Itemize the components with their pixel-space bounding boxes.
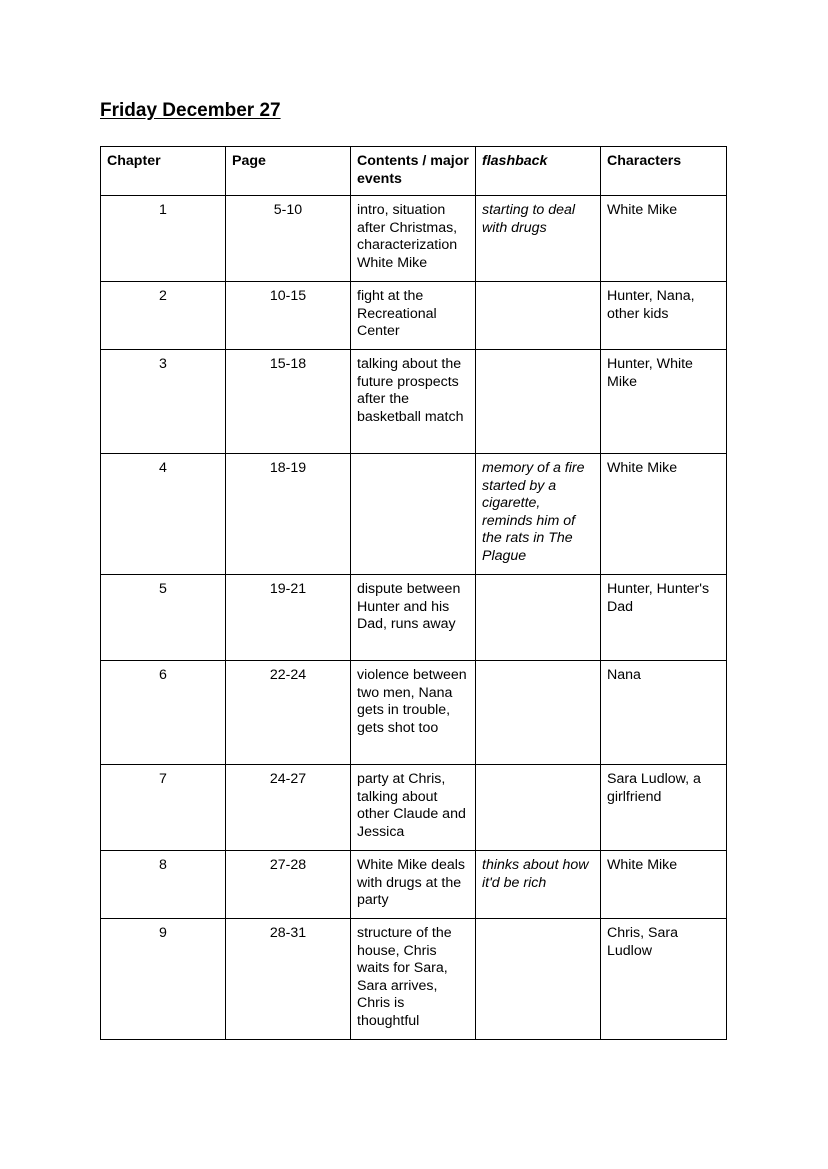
table-row [101, 350, 727, 454]
cell-flashback: starting to deal with drugs [476, 196, 601, 282]
cell-flashback [476, 350, 601, 454]
table-row [101, 575, 727, 661]
header-characters: Characters [601, 147, 727, 196]
header-row [101, 147, 727, 196]
table-row [101, 661, 727, 765]
cell-flashback [476, 282, 601, 350]
cell-chapter: 9 [101, 919, 226, 1040]
cell-page: 24-27 [226, 765, 351, 851]
table-row [101, 454, 727, 575]
cell-characters: Sara Ludlow, a girlfriend [601, 765, 727, 851]
cell-flashback [476, 765, 601, 851]
cell-characters: Nana [601, 661, 727, 765]
cell-chapter: 8 [101, 851, 226, 919]
cell-contents: White Mike deals with drugs at the party [351, 851, 476, 919]
cell-flashback: thinks about how it'd be rich [476, 851, 601, 919]
cell-flashback [476, 575, 601, 661]
table-row [101, 282, 727, 350]
cell-chapter: 7 [101, 765, 226, 851]
cell-contents: party at Chris, talking about other Claude and Jessica [351, 765, 476, 851]
cell-page: 28-31 [226, 919, 351, 1040]
cell-flashback [476, 919, 601, 1040]
cell-page: 19-21 [226, 575, 351, 661]
cell-contents: violence between two men, Nana gets in trouble, gets shot too [351, 661, 476, 765]
header-page: Page [226, 147, 351, 196]
chapter-table [100, 146, 727, 1040]
cell-characters: White Mike [601, 196, 727, 282]
header-contents: Contents / major events [351, 147, 476, 196]
cell-characters: Hunter, White Mike [601, 350, 727, 454]
page-title: Friday December 27 [100, 100, 281, 121]
cell-page: 5-10 [226, 196, 351, 282]
cell-characters: Chris, Sara Ludlow [601, 919, 727, 1040]
cell-chapter: 2 [101, 282, 226, 350]
cell-contents: intro, situation after Christmas, characterization White Mike [351, 196, 476, 282]
cell-chapter: 4 [101, 454, 226, 575]
cell-chapter: 3 [101, 350, 226, 454]
cell-contents [351, 454, 476, 575]
cell-characters: White Mike [601, 454, 727, 575]
table-row [101, 765, 727, 851]
cell-contents: talking about the future prospects after the basketball match [351, 350, 476, 454]
cell-flashback: memory of a fire started by a cigarette, reminds him of the rats in The Plague [476, 454, 601, 575]
table-row [101, 851, 727, 919]
cell-characters: Hunter, Hunter's Dad [601, 575, 727, 661]
cell-chapter: 1 [101, 196, 226, 282]
cell-page: 22-24 [226, 661, 351, 765]
cell-page: 10-15 [226, 282, 351, 350]
cell-flashback [476, 661, 601, 765]
cell-chapter: 5 [101, 575, 226, 661]
table-row [101, 919, 727, 1040]
header-chapter: Chapter [101, 147, 226, 196]
cell-contents: fight at the Recreational Center [351, 282, 476, 350]
cell-characters: Hunter, Nana, other kids [601, 282, 727, 350]
cell-characters: White Mike [601, 851, 727, 919]
cell-page: 15-18 [226, 350, 351, 454]
table-body [101, 196, 727, 1040]
header-flashback: flashback [476, 147, 601, 196]
cell-contents: structure of the house, Chris waits for Sara, Sara arrives, Chris is thoughtful [351, 919, 476, 1040]
table-row [101, 196, 727, 282]
cell-chapter: 6 [101, 661, 226, 765]
cell-contents: dispute between Hunter and his Dad, runs away [351, 575, 476, 661]
cell-page: 27-28 [226, 851, 351, 919]
cell-page: 18-19 [226, 454, 351, 575]
table-header [101, 147, 727, 196]
